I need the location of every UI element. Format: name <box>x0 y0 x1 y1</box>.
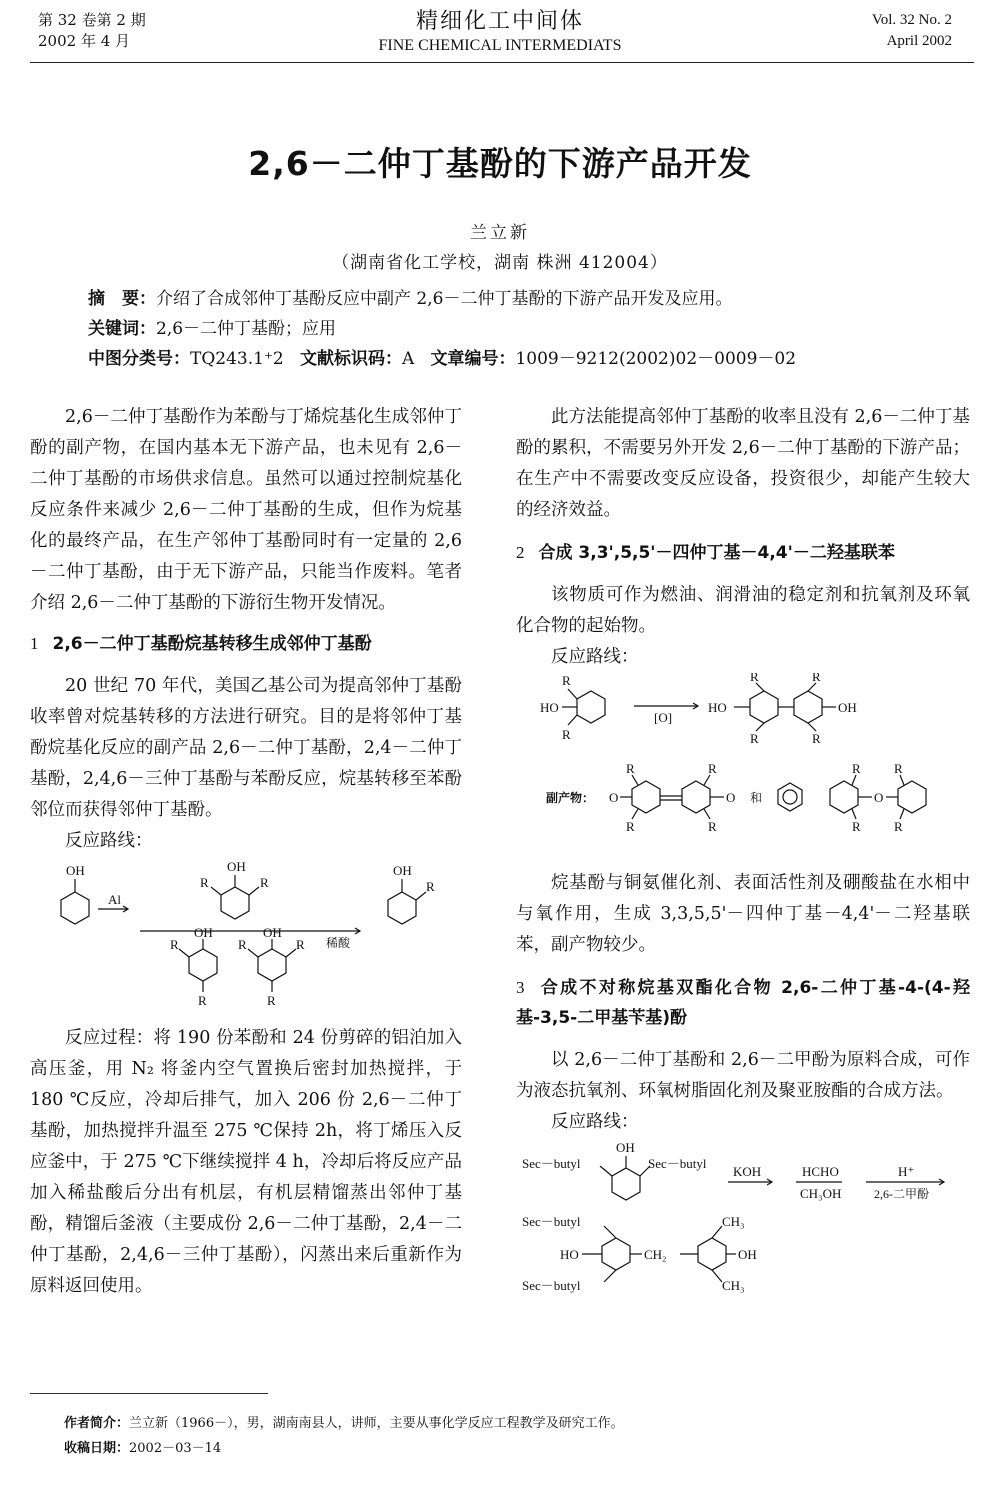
header-date-en: April 2002 <box>886 33 952 49</box>
scheme-3-sec-butyl-label: Sec－butyl <box>522 1156 581 1171</box>
scheme-2-r-label: R <box>894 761 903 776</box>
section-1-paragraph-2: 反应过程：将 190 份苯酚和 24 份剪碎的铝泊加入高压釜，用 N₂ 将釜内空气置换后密封加热搅拌，于 180 ℃反应，冷却后排气，加入 206 份 2,6－二仲丁基酚，加热搅拌升温至 275 ℃保持 2h，将丁烯压入反应釜中，于 275 ℃下继续搅拌 4 h，冷却后将反应产品加入稀盐酸后分出有机层，有机层精馏蒸出邻仲丁基酚，精馏后釜液（主要成份 2,6－二仲丁基酚，2,4－二仲丁基酚，2,4,6－三仲丁基酚），闪蒸出来后重新作为原料返回使用。 <box>30 1028 462 1296</box>
received-date-value: 2002－03－14 <box>129 1441 222 1456</box>
scheme-2-oxidative-coupling <box>516 673 970 853</box>
scheme-2-oxidant: [O] <box>654 710 673 725</box>
classification <box>88 344 796 369</box>
journal-name-cn: 精细化工中间体 <box>415 9 584 34</box>
scheme-1-oh-label: OH <box>194 925 213 940</box>
scheme-3-oh-label: OH <box>738 1247 757 1262</box>
scheme-3-formaldehyde-label: HCHO <box>802 1164 839 1179</box>
scheme-2-oxygen-label: O <box>609 790 619 805</box>
header-volume-en: Vol. 32 No. 2 <box>871 12 952 28</box>
doc-code-label: 文献标识码： <box>299 349 402 369</box>
scheme-1-r-label: R <box>267 993 276 1008</box>
scheme-1-r-label: R <box>170 937 179 952</box>
scheme-1-oh-label: OH <box>263 925 282 940</box>
received-date-label: 收稿日期： <box>64 1441 130 1456</box>
section-2-route-label: 反应路线： <box>551 647 639 667</box>
scheme-2-r-label: R <box>852 819 861 834</box>
section-2-heading <box>516 538 970 568</box>
section-3-paragraph-1: 以 2,6－二仲丁基酚和 2,6－二甲酚为原料合成，可作为液态抗氧剂、环氧树脂固化剂及聚亚胺酯的合成方法。 <box>516 1050 970 1101</box>
scheme-3-acid-label: H⁺ <box>898 1164 915 1179</box>
scheme-1-catalyst: Al <box>108 892 121 907</box>
author-bio-text: 兰立新（1966－），男，湖南南县人，讲师，主要从事化学反应工程教学及研究工作。 <box>129 1416 624 1431</box>
section-2-title: 合成 3,3',5,5'－四仲丁基－4,4'－二羟基联苯 <box>538 543 895 563</box>
scheme-1-r-label: R <box>426 879 435 894</box>
section-2-number: 2 <box>516 543 525 562</box>
header-date-cn: 2002 年 4 月 <box>38 32 131 50</box>
scheme-3-reagent-label: 2,6-二甲酚 <box>874 1187 929 1201</box>
scheme-1-oh-label: OH <box>227 859 246 874</box>
scheme-3-methylene-label: CH₂ <box>644 1247 667 1262</box>
scheme-1-r-label: R <box>200 875 209 890</box>
abstract-label: 摘 要： <box>88 289 156 309</box>
scheme-2-r-label: R <box>708 819 717 834</box>
scheme-2-oxygen-label: O <box>726 790 736 805</box>
scheme-1-r-label: R <box>260 875 269 890</box>
header-rule <box>30 62 974 63</box>
scheme-3-base-label: KOH <box>733 1164 762 1179</box>
abstract <box>88 284 732 309</box>
intro-paragraph: 2,6－二仲丁基酚作为苯酚与丁烯烷基化生成邻仲丁酚的副产物，在国内基本无下游产品，也未见有 2,6－二仲丁基酚的市场供求信息。虽然可以通过控制烷基化反应条件来减少 2,6－二仲丁基酚的生成，但作为烷基化的最终产品，在生产邻仲丁基酚同时有一定量的 2,6－二仲丁基酚，由于无下游产品，只能当作废料。笔者介绍 2,6－二仲丁基酚的下游衍生物开发情况。 <box>30 407 462 613</box>
scheme-2-oh-label: OH <box>838 700 857 715</box>
scheme-2-r-label: R <box>750 731 759 746</box>
scheme-3-solvent-label: CH₃OH <box>800 1186 842 1201</box>
scheme-2-r-label: R <box>562 727 571 742</box>
scheme-2-ho-label: HO <box>708 700 727 715</box>
scheme-1-r-label: R <box>198 993 207 1008</box>
clc-label: 中图分类号： <box>88 349 190 369</box>
scheme-1-acid-label: 稀酸 <box>326 936 351 950</box>
scheme-2-r-label: R <box>562 673 571 688</box>
keywords <box>88 314 336 339</box>
section-3-heading <box>516 973 970 1033</box>
header-issue-en <box>872 10 952 52</box>
scheme-2-r-label: R <box>812 673 821 684</box>
right-paragraph-1: 此方法能提高邻仲丁基酚的收率且没有 2,6－二仲丁基酚的累积，不需要另外开发 2,6－二仲丁基酚的下游产品；在生产中不需要改变反应设备，投资很少，却能产生较大的经济效益。 <box>516 407 970 520</box>
article-number-label: 文章编号： <box>430 349 516 369</box>
scheme-2-r-label: R <box>812 731 821 746</box>
section-2-paragraph-2: 烷基酚与铜氨催化剂、表面活性剂及硼酸盐在水相中与氧作用，生成 3,3,5,5'－四仲丁基－4,4'－二羟基联苯，副产物较少。 <box>516 873 970 955</box>
scheme-1-r-label: R <box>238 937 247 952</box>
author-bio-label: 作者简介： <box>64 1416 130 1431</box>
scheme-2-r-label: R <box>894 819 903 834</box>
scheme-3-methyl-label: CH₃ <box>722 1278 745 1293</box>
scheme-3-sec-butyl-label: Sec－butyl <box>522 1214 581 1229</box>
scheme-2-ether-oxygen: O <box>874 790 884 805</box>
scheme-2-and-label: 和 <box>750 791 763 805</box>
scheme-2-r-label: R <box>626 819 635 834</box>
footnote-rule <box>30 1393 268 1394</box>
scheme-2-r-label: R <box>852 761 861 776</box>
scheme-1-oh-label: OH <box>393 863 412 878</box>
scheme-2-byproduct-label: 副产物： <box>546 791 595 805</box>
scheme-2-r-label: R <box>750 673 759 684</box>
section-1-heading <box>30 629 462 659</box>
clc-value: TQ243.1⁺2 <box>190 349 284 369</box>
scheme-3-sec-butyl-label: Sec－butyl <box>648 1156 707 1171</box>
section-2-paragraph-1: 该物质可作为燃油、润滑油的稳定剂和抗氧剂及环氧化合物的起始物。 <box>516 585 970 636</box>
section-3-number: 3 <box>516 978 525 997</box>
section-1-number: 1 <box>30 634 39 653</box>
keywords-label: 关键词： <box>88 319 156 339</box>
section-1-route-label: 反应路线： <box>65 831 153 851</box>
section-3-route-label: 反应路线： <box>551 1112 639 1132</box>
article-number-value: 1009－9212(2002)02－0009－02 <box>515 349 797 369</box>
header-journal <box>0 4 1000 55</box>
scheme-3-oh-label: OH <box>616 1140 635 1155</box>
scheme-2-ho-label: HO <box>540 700 559 715</box>
journal-name-en: FINE CHEMICAL INTERMEDIATS <box>378 37 622 54</box>
doc-code-value: A <box>401 349 415 369</box>
scheme-3-methyl-label: CH₃ <box>722 1214 745 1229</box>
scheme-1-alkyl-transfer <box>30 857 462 1012</box>
paper-title: 2,6－二仲丁基酚的下游产品开发 <box>248 144 752 183</box>
scheme-1-oh-label: OH <box>66 863 85 878</box>
scheme-3-ho-label: HO <box>560 1247 579 1262</box>
scheme-3-sec-butyl-label: Sec－butyl <box>522 1278 581 1293</box>
header-volume-cn: 第 32 卷第 2 期 <box>38 11 146 29</box>
left-column <box>30 402 462 1302</box>
right-column <box>516 402 970 1309</box>
scheme-1-r-label: R <box>296 937 305 952</box>
author: 兰立新 <box>470 223 530 243</box>
affiliation: （湖南省化工学校，湖南 株洲 412004） <box>332 253 668 273</box>
abstract-text: 介绍了合成邻仲丁基酚反应中副产 2,6－二仲丁基酚的下游产品开发及应用。 <box>156 289 733 309</box>
scheme-3-condensation <box>516 1138 970 1298</box>
author-bio <box>64 1412 624 1431</box>
scheme-2-r-label: R <box>626 761 635 776</box>
section-3-title: 合成不对称烷基双酯化合物 2,6-二仲丁基-4-(4-羟基-3,5-二甲基苄基)酚 <box>516 978 970 1028</box>
section-1-title: 2,6－二仲丁基酚烷基转移生成邻仲丁基酚 <box>52 634 372 654</box>
keywords-text: 2,6－二仲丁基酚；应用 <box>156 319 337 339</box>
section-1-paragraph-1: 20 世纪 70 年代，美国乙基公司为提高邻仲丁基酚收率曾对烷基转移的方法进行研究。目的是将邻仲丁基酚烷基化反应的副产品 2,6－二仲丁基酚，2,4－二仲丁基酚，2,4,6－三仲丁基酚与苯酚反应，烷基转移至苯酚邻位而获得邻仲丁基酚。 <box>30 676 462 820</box>
received-date <box>64 1437 221 1456</box>
scheme-2-r-label: R <box>708 761 717 776</box>
